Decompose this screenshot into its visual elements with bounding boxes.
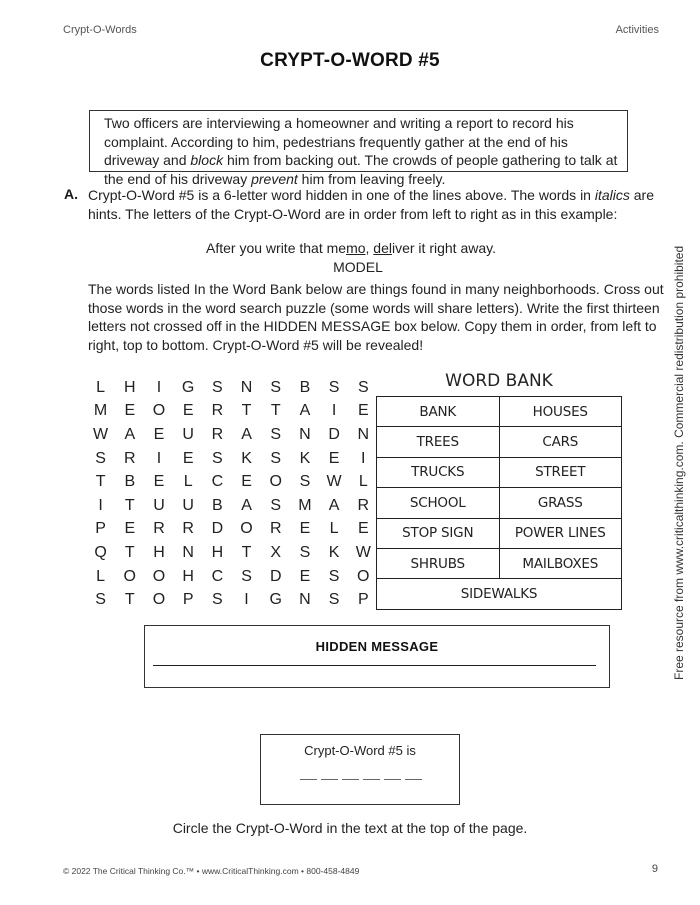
grid-letter[interactable]: M	[298, 496, 312, 514]
grid-letter[interactable]: E	[124, 520, 136, 538]
grid-row	[86, 494, 378, 518]
grid-letter[interactable]: E	[153, 473, 165, 491]
answer-letter-blank[interactable]	[405, 779, 422, 780]
grid-letter[interactable]: S	[270, 496, 282, 514]
grid-letter[interactable]: C	[211, 473, 224, 491]
passage-segment: him from backing out. The crowds of people gathering to talk at the end of his driveway	[104, 152, 618, 187]
grid-letter[interactable]: T	[95, 473, 106, 491]
grid-letter[interactable]: P	[357, 591, 369, 609]
grid-letter[interactable]: O	[357, 567, 370, 585]
grid-letter[interactable]: D	[269, 567, 282, 585]
grid-letter[interactable]: S	[212, 591, 223, 609]
answer-letter-blank[interactable]	[300, 779, 317, 780]
example-underlined: mo	[346, 240, 366, 256]
grid-letter[interactable]: N	[240, 378, 253, 396]
grid-letter[interactable]: T	[124, 591, 135, 609]
grid-letter[interactable]: R	[211, 425, 224, 443]
grid-letter[interactable]: N	[299, 425, 311, 443]
page-number: 9	[651, 863, 658, 875]
circle-instruction: Circle the Crypt-O-Word in the text at the top of the page.	[172, 820, 528, 836]
grid-letter[interactable]: H	[182, 567, 194, 585]
grid-row	[86, 447, 378, 471]
grid-letter[interactable]: D	[211, 520, 224, 538]
answer-blanks[interactable]	[300, 779, 422, 780]
hint-word-block: block	[190, 152, 224, 168]
word-bank-item: SCHOOL	[377, 488, 500, 518]
grid-letter[interactable]: G	[269, 591, 282, 609]
section-a-label: A.	[64, 186, 78, 202]
grid-letter[interactable]: L	[358, 473, 368, 491]
grid-letter[interactable]: R	[211, 402, 224, 420]
grid-letter[interactable]: S	[328, 567, 340, 585]
passage-box	[89, 110, 628, 187]
grid-row	[86, 565, 378, 589]
grid-letter[interactable]: K	[241, 449, 252, 467]
grid-row	[86, 470, 378, 494]
answer-letter-blank[interactable]	[384, 779, 401, 780]
grid-letter[interactable]: I	[244, 591, 249, 609]
grid-letter[interactable]: N	[299, 591, 311, 609]
grid-letter[interactable]: S	[299, 543, 311, 561]
grid-letter[interactable]: E	[299, 520, 311, 538]
grid-letter[interactable]: R	[124, 449, 136, 467]
grid-letter[interactable]: A	[328, 496, 340, 514]
example-underlined: del	[373, 240, 392, 256]
grid-letter[interactable]: S	[299, 473, 311, 491]
grid-letter[interactable]: S	[241, 567, 252, 585]
grid-row	[86, 541, 378, 565]
grid-letter[interactable]: S	[95, 449, 106, 467]
grid-letter[interactable]: E	[357, 402, 369, 420]
grid-letter[interactable]: I	[98, 496, 103, 514]
footer-copyright: © 2022 The Critical Thinking Co.™ • www.CriticalThinking.com • 800-458-4849	[63, 866, 360, 876]
section-a-intro	[88, 186, 658, 223]
grid-letter[interactable]: O	[240, 520, 253, 538]
grid-letter[interactable]: I	[156, 378, 162, 396]
grid-letter[interactable]: T	[124, 543, 135, 561]
word-search-instructions: The words listed In the Word Bank below are things found in many neighborhoods. Cross out those words in the word search puzzle (some words will share letters). Write the first thirteen letters not crossed off in the HIDDEN MESSAGE box below. Copy them in order, from left to right, top to bottom. Crypt-O-Word #5 will be revealed!	[88, 281, 664, 353]
hidden-message-input-line[interactable]	[153, 665, 596, 666]
grid-letter[interactable]: R	[357, 496, 370, 514]
word-bank-row	[377, 488, 622, 518]
grid-letter[interactable]: E	[124, 402, 136, 420]
grid-letter[interactable]: K	[299, 449, 311, 467]
grid-row	[86, 376, 378, 400]
word-bank-title: WORD BANK	[445, 371, 553, 391]
grid-letter[interactable]: E	[182, 402, 194, 420]
word-bank-item: STOP SIGN	[377, 518, 500, 548]
word-search-grid[interactable]	[86, 376, 378, 612]
grid-letter[interactable]: T	[270, 402, 281, 420]
example-text: ,	[365, 240, 374, 256]
grid-letter[interactable]: Q	[94, 543, 107, 561]
grid-letter[interactable]: E	[328, 449, 340, 467]
grid-letter[interactable]: S	[212, 449, 223, 467]
grid-letter[interactable]: H	[124, 378, 136, 396]
grid-letter[interactable]: S	[270, 425, 282, 443]
passage-segment: Two officers are interviewing a homeowner and writing a report to record his complaint. According to him, pedestrians frequently gather at the end of his driveway and	[104, 115, 574, 168]
grid-letter[interactable]: K	[328, 543, 340, 561]
answer-letter-blank[interactable]	[342, 779, 359, 780]
grid-letter[interactable]: E	[241, 473, 252, 491]
page-title: CRYPT-O-WORD #5	[260, 50, 440, 71]
grid-letter[interactable]: L	[96, 567, 106, 585]
grid-letter[interactable]: S	[212, 378, 223, 396]
grid-letter[interactable]: A	[299, 402, 311, 420]
header-category-label: Activities	[615, 24, 659, 36]
grid-letter[interactable]: I	[361, 449, 366, 467]
answer-label: Crypt-O-Word #5 is	[304, 743, 416, 758]
grid-row	[86, 400, 378, 424]
example-text: iver it right away.	[391, 240, 496, 256]
side-redistribution-note: Free resource from www.criticalthinking.com. Commercial redistribution prohibited	[672, 245, 686, 680]
grid-letter[interactable]: E	[299, 567, 311, 585]
grid-letter[interactable]: N	[182, 543, 194, 561]
grid-letter[interactable]: E	[153, 425, 165, 443]
grid-letter[interactable]: O	[152, 402, 166, 420]
grid-letter[interactable]: C	[211, 567, 224, 585]
grid-letter[interactable]: E	[357, 520, 369, 538]
grid-letter[interactable]: T	[241, 543, 252, 561]
word-bank-item: BANK	[377, 397, 500, 427]
grid-row	[86, 518, 378, 542]
grid-letter[interactable]: E	[182, 449, 194, 467]
grid-letter[interactable]: H	[211, 543, 224, 561]
grid-letter[interactable]: W	[93, 425, 109, 443]
passage-segment: him from leaving freely.	[297, 170, 446, 187]
grid-letter[interactable]: W	[326, 473, 342, 491]
grid-letter[interactable]: I	[156, 449, 162, 467]
grid-letter[interactable]: D	[328, 425, 340, 443]
intro-italic-word: italics	[594, 187, 630, 203]
grid-letter[interactable]: N	[357, 425, 370, 443]
grid-letter[interactable]: R	[153, 520, 165, 538]
grid-letter[interactable]: O	[152, 591, 166, 609]
header-section-label: Crypt-O-Words	[63, 24, 137, 36]
example-answer: MODEL	[333, 259, 383, 275]
word-bank-item: TRUCKS	[377, 457, 500, 487]
grid-letter[interactable]: O	[123, 567, 136, 585]
grid-letter[interactable]: O	[152, 567, 166, 585]
grid-letter[interactable]: T	[241, 402, 252, 420]
grid-letter[interactable]: B	[299, 378, 311, 396]
grid-letter[interactable]: X	[270, 543, 282, 561]
grid-letter[interactable]: G	[181, 378, 195, 396]
answer-box	[260, 734, 460, 805]
grid-letter[interactable]: L	[96, 378, 106, 396]
grid-letter[interactable]: I	[331, 402, 337, 420]
answer-letter-blank[interactable]	[321, 779, 338, 780]
grid-letter[interactable]: P	[95, 520, 106, 538]
grid-letter[interactable]: S	[328, 378, 340, 396]
grid-letter[interactable]: A	[124, 425, 136, 443]
grid-letter[interactable]: M	[93, 402, 108, 420]
grid-letter[interactable]: A	[241, 496, 252, 514]
word-bank-item: HOUSES	[499, 397, 622, 427]
word-bank-table	[376, 396, 622, 610]
example-text: After you write that me	[206, 240, 347, 256]
grid-letter[interactable]: S	[357, 378, 369, 396]
grid-letter[interactable]: W	[355, 543, 371, 561]
word-bank-row	[377, 427, 622, 457]
word-bank-row	[377, 397, 622, 427]
grid-row	[86, 588, 378, 612]
grid-letter[interactable]: S	[95, 591, 106, 609]
grid-letter[interactable]: S	[328, 591, 340, 609]
grid-letter[interactable]: B	[124, 473, 136, 491]
grid-letter[interactable]: A	[241, 425, 252, 443]
grid-letter[interactable]: P	[182, 591, 194, 609]
grid-letter[interactable]: R	[182, 520, 194, 538]
grid-letter[interactable]: B	[212, 496, 223, 514]
hidden-message-title: HIDDEN MESSAGE	[315, 639, 439, 654]
word-bank-item: MAILBOXES	[499, 548, 622, 578]
grid-letter[interactable]: O	[269, 473, 282, 491]
passage-text	[104, 111, 622, 188]
word-bank-row	[377, 457, 622, 487]
intro-text: Crypt-O-Word #5 is a 6-letter word hidden in one of the lines above. The words in	[88, 187, 595, 203]
grid-letter[interactable]: U	[182, 425, 194, 443]
grid-letter[interactable]: U	[153, 496, 165, 514]
grid-letter[interactable]: L	[183, 473, 193, 491]
word-bank-item: SIDEWALKS	[377, 579, 622, 609]
grid-letter[interactable]: R	[269, 520, 282, 538]
word-bank-item: GRASS	[499, 488, 622, 518]
word-bank-item: STREET	[499, 457, 622, 487]
grid-letter[interactable]: L	[329, 520, 339, 538]
hint-word-prevent: prevent	[251, 170, 298, 187]
grid-letter[interactable]: S	[270, 378, 282, 396]
word-bank-item: POWER LINES	[499, 518, 622, 548]
word-bank-row	[377, 548, 622, 578]
intro-text: are hints. The letters of the Crypt-O-Word are in order from left to right as in this example:	[88, 187, 654, 222]
grid-letter[interactable]: T	[124, 496, 135, 514]
grid-letter[interactable]: U	[182, 496, 194, 514]
grid-letter[interactable]: S	[270, 449, 282, 467]
word-bank-row	[377, 579, 622, 609]
grid-letter[interactable]: H	[153, 543, 165, 561]
word-bank-item: CARS	[499, 427, 622, 457]
example-sentence	[1, 240, 700, 256]
word-bank-item: SHRUBS	[377, 548, 500, 578]
word-bank-item: TREES	[377, 427, 500, 457]
grid-row	[86, 423, 378, 447]
hidden-message-box	[144, 625, 610, 688]
answer-letter-blank[interactable]	[363, 779, 380, 780]
word-bank-row	[377, 518, 622, 548]
